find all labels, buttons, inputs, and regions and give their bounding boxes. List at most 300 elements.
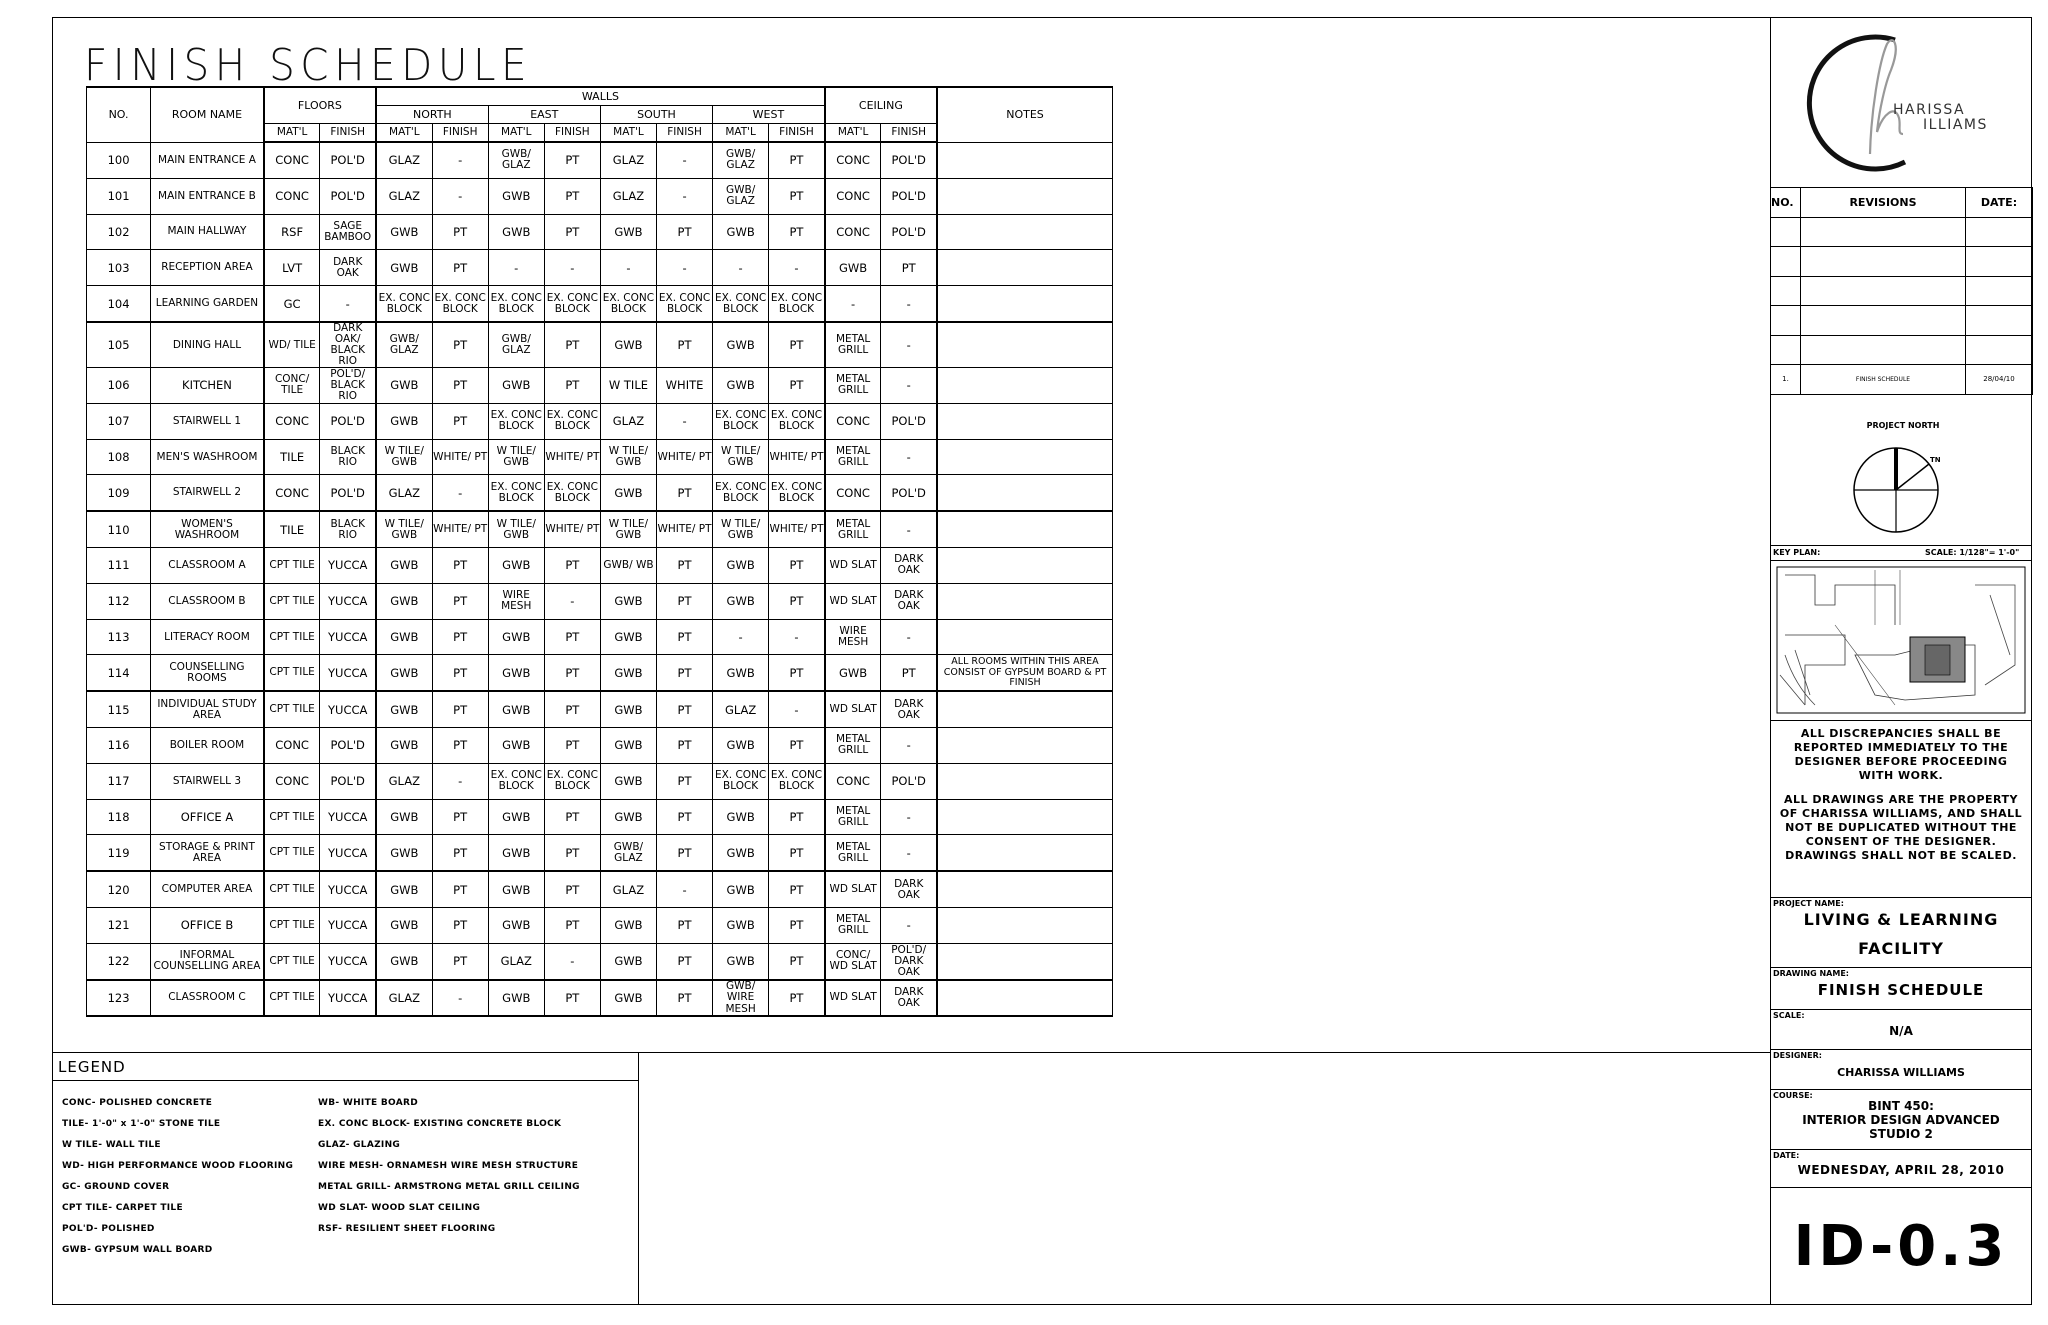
north-material: GWB bbox=[376, 835, 432, 871]
floor-finish: YUCCA bbox=[320, 799, 376, 835]
floor-finish: POL'D bbox=[320, 178, 376, 214]
course-line3: STUDIO 2 bbox=[1869, 1127, 1933, 1141]
floor-finish: POL'D/ BLACK RIO bbox=[320, 368, 376, 404]
drawing-name-label: DRAWING NAME: bbox=[1773, 969, 1849, 978]
floor-material: CONC bbox=[264, 763, 320, 799]
east-material: EX. CONC BLOCK bbox=[488, 403, 544, 439]
floor-finish: BLACK RIO bbox=[320, 439, 376, 475]
room-notes bbox=[937, 691, 1113, 727]
schedule-row bbox=[87, 763, 1113, 799]
north-finish: - bbox=[432, 142, 488, 178]
ceiling-finish: - bbox=[881, 511, 937, 547]
room-number: 110 bbox=[87, 511, 151, 547]
rev-1-no: 1. bbox=[1771, 365, 1801, 395]
floor-material: CPT TILE bbox=[264, 655, 320, 691]
south-material: GWB bbox=[600, 583, 656, 619]
schedule-row bbox=[87, 214, 1113, 250]
room-number: 101 bbox=[87, 178, 151, 214]
north-finish: - bbox=[432, 475, 488, 511]
floor-material: CPT TILE bbox=[264, 980, 320, 1017]
legend-item: WIRE MESH- ORNAMESH WIRE MESH STRUCTURE bbox=[318, 1161, 579, 1171]
project-name-label: PROJECT NAME: bbox=[1773, 899, 1844, 908]
ceiling-finish: PT bbox=[881, 655, 937, 691]
header-ceiling-finish: FINISH bbox=[881, 124, 937, 143]
west-material: EX. CONC BLOCK bbox=[713, 286, 769, 322]
east-finish: PT bbox=[544, 619, 600, 655]
west-material: GWB bbox=[713, 728, 769, 764]
header-east-finish: FINISH bbox=[544, 124, 600, 143]
east-material: GWB bbox=[488, 178, 544, 214]
legend-title: LEGEND bbox=[58, 1058, 126, 1076]
room-name: COMPUTER AREA bbox=[151, 871, 264, 907]
south-material: GWB/ WB bbox=[600, 548, 656, 584]
north-material: GWB bbox=[376, 619, 432, 655]
floor-material: CPT TILE bbox=[264, 583, 320, 619]
west-material: EX. CONC BLOCK bbox=[713, 475, 769, 511]
north-finish: - bbox=[432, 980, 488, 1017]
legend-rule bbox=[52, 1080, 639, 1081]
north-material: GWB bbox=[376, 250, 432, 286]
floor-material: CONC/ TILE bbox=[264, 368, 320, 404]
room-name: RECEPTION AREA bbox=[151, 250, 264, 286]
south-material: GWB bbox=[600, 475, 656, 511]
east-finish: - bbox=[544, 250, 600, 286]
north-material: GWB bbox=[376, 908, 432, 944]
logo-text-2: ILLIAMS bbox=[1923, 117, 1988, 133]
ceiling-material: - bbox=[825, 286, 881, 322]
schedule-row bbox=[87, 142, 1113, 178]
east-material: GWB bbox=[488, 728, 544, 764]
east-material: - bbox=[488, 250, 544, 286]
floor-finish: - bbox=[320, 286, 376, 322]
room-number: 107 bbox=[87, 403, 151, 439]
room-notes bbox=[937, 835, 1113, 871]
header-north: NORTH bbox=[376, 106, 488, 124]
south-material: GWB bbox=[600, 728, 656, 764]
date-label: DATE: bbox=[1773, 1151, 1800, 1160]
west-finish: PT bbox=[769, 908, 825, 944]
floor-finish: YUCCA bbox=[320, 980, 376, 1017]
header-south-finish: FINISH bbox=[656, 124, 712, 143]
legend-item: WD SLAT- WOOD SLAT CEILING bbox=[318, 1203, 481, 1213]
west-material: EX. CONC BLOCK bbox=[713, 763, 769, 799]
north-finish: PT bbox=[432, 943, 488, 979]
west-material: - bbox=[713, 250, 769, 286]
room-number: 103 bbox=[87, 250, 151, 286]
west-material: GWB bbox=[713, 322, 769, 368]
project-name-line1: LIVING & LEARNING bbox=[1803, 910, 1999, 929]
room-name: INFORMAL COUNSELLING AREA bbox=[151, 943, 264, 979]
floor-finish: DARK OAK/ BLACK RIO bbox=[320, 322, 376, 368]
west-material: GWB bbox=[713, 368, 769, 404]
floor-finish: POL'D bbox=[320, 763, 376, 799]
floor-material: TILE bbox=[264, 511, 320, 547]
course-line1: BINT 450: bbox=[1868, 1099, 1934, 1113]
header-south: SOUTH bbox=[600, 106, 712, 124]
floor-finish: BLACK RIO bbox=[320, 511, 376, 547]
south-material: GWB bbox=[600, 322, 656, 368]
east-finish: EX. CONC BLOCK bbox=[544, 286, 600, 322]
east-finish: PT bbox=[544, 908, 600, 944]
floor-material: CPT TILE bbox=[264, 619, 320, 655]
north-finish: PT bbox=[432, 655, 488, 691]
ceiling-material: METAL GRILL bbox=[825, 368, 881, 404]
key-plan-scale: SCALE: 1/128"= 1'-0" bbox=[1925, 548, 2020, 557]
ceiling-material: METAL GRILL bbox=[825, 511, 881, 547]
room-number: 111 bbox=[87, 548, 151, 584]
true-north-tag: TN bbox=[1930, 456, 1941, 464]
west-finish: EX. CONC BLOCK bbox=[769, 286, 825, 322]
room-name: KITCHEN bbox=[151, 368, 264, 404]
north-material: EX. CONC BLOCK bbox=[376, 286, 432, 322]
header-east-matl: MAT'L bbox=[488, 124, 544, 143]
room-notes bbox=[937, 548, 1113, 584]
ceiling-material: CONC bbox=[825, 142, 881, 178]
west-finish: PT bbox=[769, 178, 825, 214]
rule-notice bbox=[1770, 720, 2032, 721]
ceiling-finish: POL'D bbox=[881, 763, 937, 799]
south-material: - bbox=[600, 250, 656, 286]
ceiling-material: CONC bbox=[825, 763, 881, 799]
south-finish: PT bbox=[656, 728, 712, 764]
room-notes bbox=[937, 475, 1113, 511]
room-name: STAIRWELL 2 bbox=[151, 475, 264, 511]
east-finish: PT bbox=[544, 548, 600, 584]
header-floor-finish: FINISH bbox=[320, 124, 376, 143]
west-finish: PT bbox=[769, 871, 825, 907]
room-name: CLASSROOM A bbox=[151, 548, 264, 584]
floor-material: CPT TILE bbox=[264, 799, 320, 835]
floor-material: CPT TILE bbox=[264, 943, 320, 979]
east-material: GWB bbox=[488, 908, 544, 944]
west-material: W TILE/ GWB bbox=[713, 511, 769, 547]
east-finish: EX. CONC BLOCK bbox=[544, 763, 600, 799]
scale-value: N/A bbox=[1889, 1024, 1913, 1038]
south-finish: WHITE bbox=[656, 368, 712, 404]
floor-material: CPT TILE bbox=[264, 691, 320, 727]
ceiling-material: METAL GRILL bbox=[825, 835, 881, 871]
floor-finish: YUCCA bbox=[320, 908, 376, 944]
west-material: GWB bbox=[713, 799, 769, 835]
ceiling-material: METAL GRILL bbox=[825, 908, 881, 944]
south-finish: PT bbox=[656, 475, 712, 511]
west-material: GWB bbox=[713, 908, 769, 944]
south-finish: PT bbox=[656, 322, 712, 368]
course-line2: INTERIOR DESIGN ADVANCED bbox=[1802, 1113, 2000, 1127]
east-finish: PT bbox=[544, 980, 600, 1017]
south-finish: PT bbox=[656, 548, 712, 584]
header-north-matl: MAT'L bbox=[376, 124, 432, 143]
south-finish: PT bbox=[656, 691, 712, 727]
south-finish: PT bbox=[656, 619, 712, 655]
north-finish: PT bbox=[432, 548, 488, 584]
east-material: GWB bbox=[488, 548, 544, 584]
legend-column-right bbox=[318, 1093, 580, 1240]
legend-item: WB- WHITE BOARD bbox=[318, 1098, 419, 1108]
floor-finish: YUCCA bbox=[320, 871, 376, 907]
legend-column-left bbox=[62, 1093, 293, 1261]
room-number: 102 bbox=[87, 214, 151, 250]
room-notes bbox=[937, 368, 1113, 404]
legend-item: TILE- 1'-0" x 1'-0" STONE TILE bbox=[62, 1119, 221, 1129]
room-name: WOMEN'S WASHROOM bbox=[151, 511, 264, 547]
north-material: GWB bbox=[376, 943, 432, 979]
south-material: W TILE bbox=[600, 368, 656, 404]
legend-item: RSF- RESILIENT SHEET FLOORING bbox=[318, 1224, 496, 1234]
schedule-row bbox=[87, 368, 1113, 404]
north-material: GWB bbox=[376, 871, 432, 907]
legend-item: CONC- POLISHED CONCRETE bbox=[62, 1098, 213, 1108]
east-material: GWB bbox=[488, 619, 544, 655]
schedule-row bbox=[87, 583, 1113, 619]
south-material: GLAZ bbox=[600, 403, 656, 439]
schedule-row bbox=[87, 908, 1113, 944]
ceiling-material: WD SLAT bbox=[825, 583, 881, 619]
room-number: 113 bbox=[87, 619, 151, 655]
south-finish: - bbox=[656, 403, 712, 439]
room-number: 121 bbox=[87, 908, 151, 944]
schedule-row bbox=[87, 655, 1113, 691]
room-name: LEARNING GARDEN bbox=[151, 286, 264, 322]
east-finish: PT bbox=[544, 655, 600, 691]
south-material: GWB/ GLAZ bbox=[600, 835, 656, 871]
south-material: GWB bbox=[600, 943, 656, 979]
north-finish: PT bbox=[432, 368, 488, 404]
east-material: GWB bbox=[488, 799, 544, 835]
north-finish: PT bbox=[432, 691, 488, 727]
room-name: COUNSELLING ROOMS bbox=[151, 655, 264, 691]
west-finish: - bbox=[769, 619, 825, 655]
west-finish: PT bbox=[769, 655, 825, 691]
south-finish: PT bbox=[656, 799, 712, 835]
room-number: 118 bbox=[87, 799, 151, 835]
rule-keyplan bbox=[1770, 545, 2032, 546]
west-finish: EX. CONC BLOCK bbox=[769, 763, 825, 799]
ceiling-finish: POL'D bbox=[881, 142, 937, 178]
room-name: INDIVIDUAL STUDY AREA bbox=[151, 691, 264, 727]
rev-header-no: NO. bbox=[1771, 188, 1801, 218]
west-finish: PT bbox=[769, 799, 825, 835]
room-name: STORAGE & PRINT AREA bbox=[151, 835, 264, 871]
east-material: GWB bbox=[488, 871, 544, 907]
west-finish: WHITE/ PT bbox=[769, 511, 825, 547]
legend-item: W TILE- WALL TILE bbox=[62, 1140, 161, 1150]
logo-text-1: HARISSA bbox=[1893, 102, 1966, 118]
scale-label: SCALE: bbox=[1773, 1011, 1805, 1020]
room-notes bbox=[937, 286, 1113, 322]
ceiling-finish: - bbox=[881, 286, 937, 322]
ceiling-finish: POL'D bbox=[881, 178, 937, 214]
north-label: PROJECT NORTH bbox=[1866, 421, 1940, 430]
drawing-name: FINISH SCHEDULE bbox=[1817, 981, 1985, 999]
ceiling-finish: - bbox=[881, 908, 937, 944]
room-number: 123 bbox=[87, 980, 151, 1017]
west-material: GWB/ GLAZ bbox=[713, 142, 769, 178]
floor-material: CPT TILE bbox=[264, 548, 320, 584]
legend-item: WD- HIGH PERFORMANCE WOOD FLOORING bbox=[62, 1161, 294, 1171]
east-material: W TILE/ GWB bbox=[488, 439, 544, 475]
bottom-rule bbox=[639, 1052, 1770, 1053]
north-finish: PT bbox=[432, 871, 488, 907]
south-material: EX. CONC BLOCK bbox=[600, 286, 656, 322]
floor-finish: DARK OAK bbox=[320, 250, 376, 286]
ceiling-material: CONC bbox=[825, 403, 881, 439]
south-finish: WHITE/ PT bbox=[656, 511, 712, 547]
east-material: GWB/ GLAZ bbox=[488, 142, 544, 178]
east-finish: PT bbox=[544, 799, 600, 835]
room-number: 106 bbox=[87, 368, 151, 404]
designer-name: CHARISSA WILLIAMS bbox=[1837, 1066, 1965, 1079]
south-material: GLAZ bbox=[600, 142, 656, 178]
floor-material: CONC bbox=[264, 403, 320, 439]
legend-item: EX. CONC BLOCK- EXISTING CONCRETE BLOCK bbox=[318, 1119, 562, 1129]
ceiling-finish: DARK OAK bbox=[881, 691, 937, 727]
south-finish: - bbox=[656, 871, 712, 907]
south-material: GLAZ bbox=[600, 178, 656, 214]
west-material: GWB/ WIRE MESH bbox=[713, 980, 769, 1017]
ceiling-material: GWB bbox=[825, 250, 881, 286]
south-material: GWB bbox=[600, 908, 656, 944]
room-number: 100 bbox=[87, 142, 151, 178]
room-notes bbox=[937, 178, 1113, 214]
south-finish: PT bbox=[656, 763, 712, 799]
east-finish: PT bbox=[544, 835, 600, 871]
room-notes bbox=[937, 980, 1113, 1017]
east-finish: PT bbox=[544, 728, 600, 764]
floor-material: CONC bbox=[264, 178, 320, 214]
rev-1-date: 28/04/10 bbox=[1966, 365, 2033, 395]
sheet-number: ID-0.3 bbox=[1793, 1214, 2009, 1279]
floor-material: LVT bbox=[264, 250, 320, 286]
south-material: GWB bbox=[600, 763, 656, 799]
west-finish: - bbox=[769, 691, 825, 727]
east-finish: - bbox=[544, 943, 600, 979]
room-notes bbox=[937, 908, 1113, 944]
room-name: DINING HALL bbox=[151, 322, 264, 368]
ceiling-finish: - bbox=[881, 835, 937, 871]
east-material: WIRE MESH bbox=[488, 583, 544, 619]
ceiling-finish: POL'D/ DARK OAK bbox=[881, 943, 937, 979]
designer-label: DESIGNER: bbox=[1773, 1051, 1822, 1060]
header-north-finish: FINISH bbox=[432, 124, 488, 143]
room-number: 116 bbox=[87, 728, 151, 764]
schedule-row bbox=[87, 619, 1113, 655]
south-material: W TILE/ GWB bbox=[600, 439, 656, 475]
north-finish: PT bbox=[432, 583, 488, 619]
ceiling-finish: - bbox=[881, 619, 937, 655]
schedule-row bbox=[87, 871, 1113, 907]
room-number: 104 bbox=[87, 286, 151, 322]
west-finish: PT bbox=[769, 142, 825, 178]
finish-schedule-table bbox=[86, 86, 1113, 1017]
west-material: EX. CONC BLOCK bbox=[713, 403, 769, 439]
room-name: STAIRWELL 1 bbox=[151, 403, 264, 439]
ceiling-material: CONC bbox=[825, 214, 881, 250]
ceiling-finish: - bbox=[881, 439, 937, 475]
south-finish: PT bbox=[656, 655, 712, 691]
rev-1-desc: FINISH SCHEDULE bbox=[1801, 365, 1966, 395]
notice-property: ALL DRAWINGS ARE THE PROPERTY OF CHARISSA WILLIAMS, AND SHALL NOT BE DUPLICATED WITHOUT THE CONSENT OF THE DESIGNER. DRAWINGS SHALL NOT BE SCALED. bbox=[1779, 793, 2023, 862]
rev-header-date: DATE: bbox=[1966, 188, 2033, 218]
east-finish: EX. CONC BLOCK bbox=[544, 475, 600, 511]
room-name: MAIN ENTRANCE A bbox=[151, 142, 264, 178]
south-finish: PT bbox=[656, 835, 712, 871]
schedule-body bbox=[87, 142, 1113, 1016]
east-material: GLAZ bbox=[488, 943, 544, 979]
north-material: W TILE/ GWB bbox=[376, 511, 432, 547]
east-finish: PT bbox=[544, 368, 600, 404]
floor-finish: POL'D bbox=[320, 475, 376, 511]
legend-item: GWB- GYPSUM WALL BOARD bbox=[62, 1245, 213, 1255]
ceiling-finish: DARK OAK bbox=[881, 871, 937, 907]
west-finish: PT bbox=[769, 368, 825, 404]
header-floor-matl: MAT'L bbox=[264, 124, 320, 143]
east-material: EX. CONC BLOCK bbox=[488, 286, 544, 322]
east-material: GWB bbox=[488, 980, 544, 1017]
floor-material: CPT TILE bbox=[264, 871, 320, 907]
notice-discrepancies: ALL DISCREPANCIES SHALL BE REPORTED IMMEDIATELY TO THE DESIGNER BEFORE PROCEEDING WITH WORK. bbox=[1793, 727, 2009, 782]
schedule-row bbox=[87, 799, 1113, 835]
room-name: CLASSROOM B bbox=[151, 583, 264, 619]
ceiling-finish: DARK OAK bbox=[881, 980, 937, 1017]
south-material: GWB bbox=[600, 619, 656, 655]
east-finish: EX. CONC BLOCK bbox=[544, 403, 600, 439]
floor-material: WD/ TILE bbox=[264, 322, 320, 368]
east-finish: PT bbox=[544, 691, 600, 727]
ceiling-material: WD SLAT bbox=[825, 871, 881, 907]
floor-material: CONC bbox=[264, 475, 320, 511]
room-name: OFFICE B bbox=[151, 908, 264, 944]
floor-material: RSF bbox=[264, 214, 320, 250]
east-material: EX. CONC BLOCK bbox=[488, 475, 544, 511]
room-name: OFFICE A bbox=[151, 799, 264, 835]
ceiling-finish: - bbox=[881, 799, 937, 835]
north-material: GWB/ GLAZ bbox=[376, 322, 432, 368]
south-finish: - bbox=[656, 250, 712, 286]
north-material: GWB bbox=[376, 548, 432, 584]
header-west: WEST bbox=[713, 106, 825, 124]
room-number: 115 bbox=[87, 691, 151, 727]
south-finish: - bbox=[656, 142, 712, 178]
floor-finish: YUCCA bbox=[320, 835, 376, 871]
schedule-row bbox=[87, 691, 1113, 727]
room-notes bbox=[937, 439, 1113, 475]
schedule-row bbox=[87, 475, 1113, 511]
rule-designer bbox=[1770, 1049, 2032, 1050]
course-label: COURSE: bbox=[1773, 1091, 1813, 1100]
revisions-table bbox=[1770, 187, 2033, 395]
room-notes bbox=[937, 763, 1113, 799]
header-ceiling-matl: MAT'L bbox=[825, 124, 881, 143]
north-finish: PT bbox=[432, 619, 488, 655]
north-finish: WHITE/ PT bbox=[432, 511, 488, 547]
floor-material: TILE bbox=[264, 439, 320, 475]
room-notes bbox=[937, 728, 1113, 764]
north-finish: PT bbox=[432, 403, 488, 439]
room-number: 109 bbox=[87, 475, 151, 511]
floor-material: CPT TILE bbox=[264, 908, 320, 944]
ceiling-finish: - bbox=[881, 322, 937, 368]
south-material: GWB bbox=[600, 214, 656, 250]
west-material: GWB bbox=[713, 655, 769, 691]
east-material: GWB bbox=[488, 691, 544, 727]
west-finish: PT bbox=[769, 583, 825, 619]
north-material: GWB bbox=[376, 728, 432, 764]
south-finish: PT bbox=[656, 908, 712, 944]
ceiling-finish: POL'D bbox=[881, 403, 937, 439]
rule-sheet bbox=[1770, 1187, 2032, 1188]
north-finish: PT bbox=[432, 799, 488, 835]
